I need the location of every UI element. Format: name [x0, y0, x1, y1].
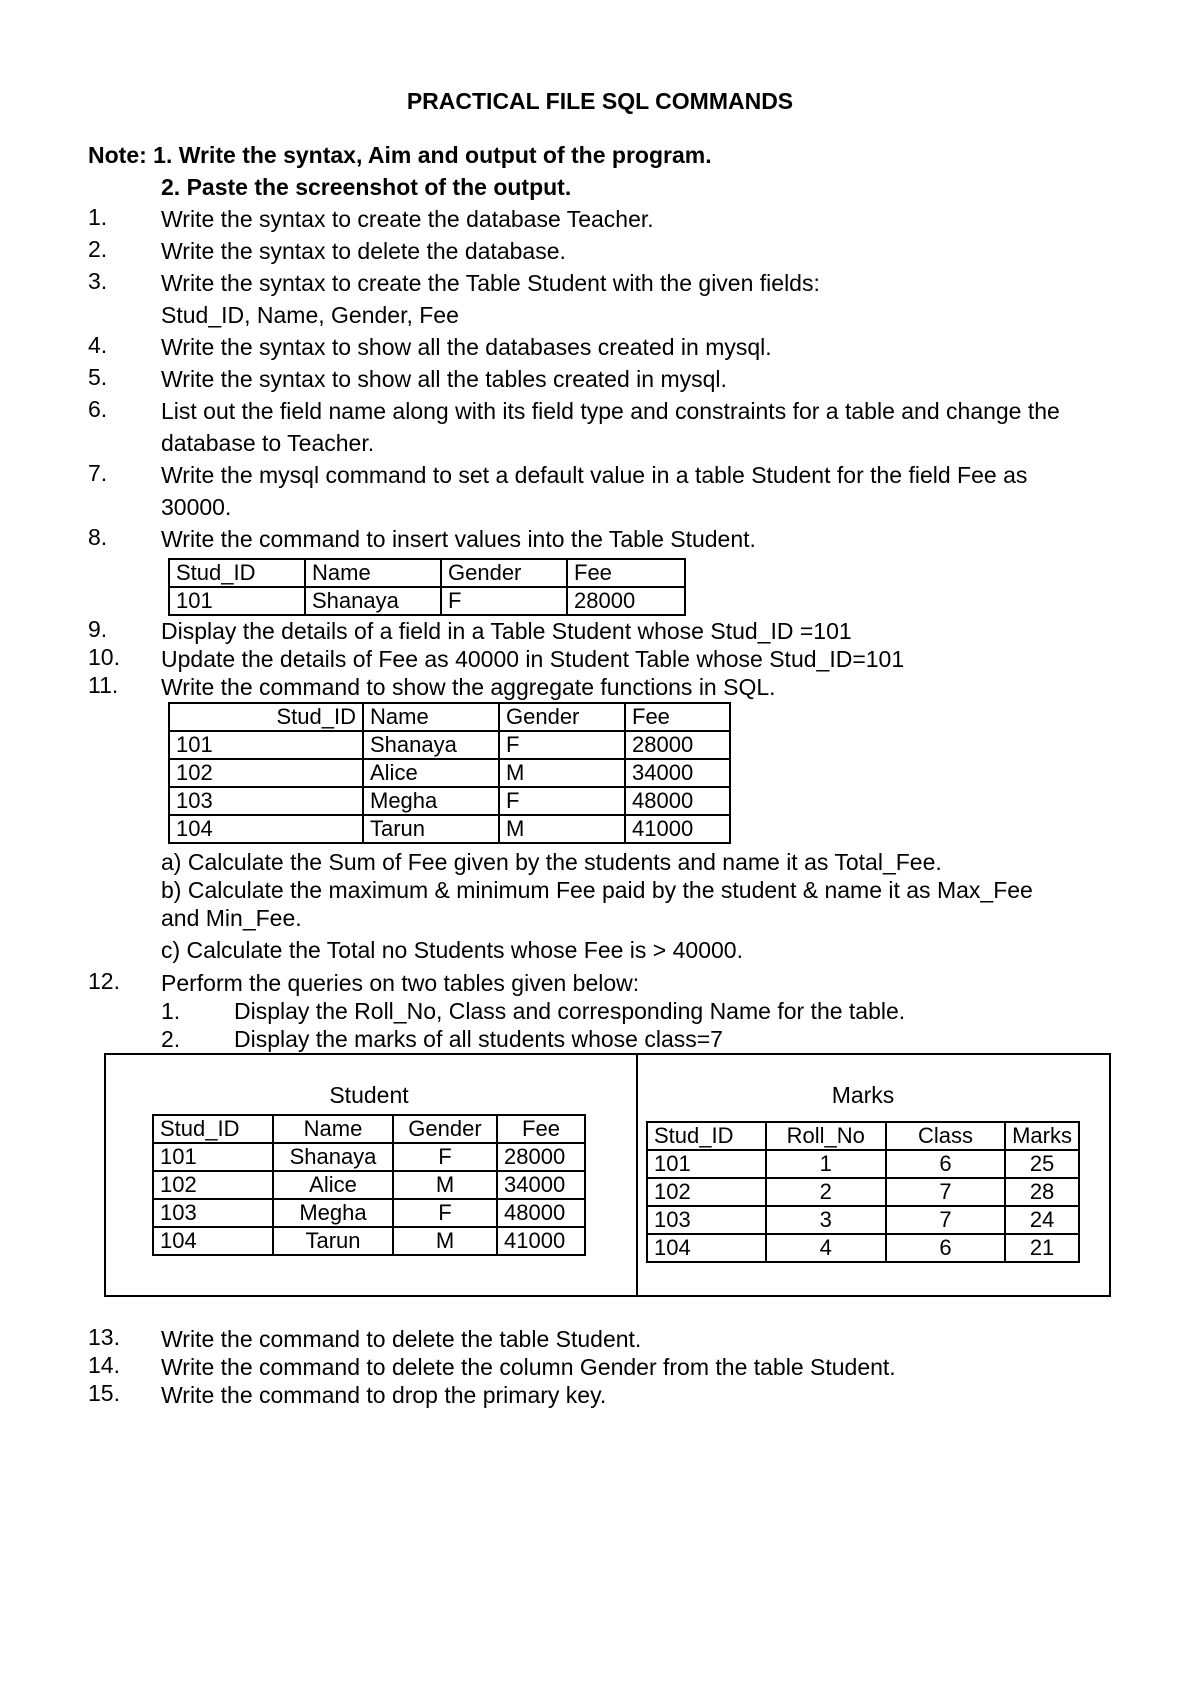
cell: 1: [766, 1150, 886, 1178]
item-number: 5.: [88, 364, 108, 390]
cell: 3: [766, 1206, 886, 1234]
cell: 48000: [625, 787, 730, 815]
item-number: 3.: [88, 268, 108, 294]
cell: 104: [153, 1227, 273, 1255]
item-number: 15.: [88, 1380, 120, 1406]
cell: Alice: [273, 1171, 393, 1199]
cell: 101: [153, 1143, 273, 1171]
header-cell: Stud_ID: [169, 703, 363, 731]
cell: 41000: [625, 815, 730, 843]
item-text: Write the command to delete the table Student.: [161, 1326, 642, 1352]
table-row: [647, 1178, 1079, 1206]
insert-values-table: [168, 558, 686, 616]
table-row: [169, 731, 730, 759]
cell: 2: [766, 1178, 886, 1206]
item-text: Update the details of Fee as 40000 in Student Table whose Stud_ID=101: [161, 646, 905, 672]
item-text: Write the syntax to create the database Teacher.: [161, 206, 654, 232]
table-header-row: [169, 703, 730, 731]
item-text: Write the syntax to show all the tables created in mysql.: [161, 366, 727, 392]
sub-item-text: Display the marks of all students whose class=7: [234, 1026, 723, 1052]
marks-table: [646, 1121, 1080, 1263]
cell: F: [441, 587, 567, 615]
cell: Tarun: [273, 1227, 393, 1255]
cell: 7: [886, 1206, 1005, 1234]
table-row: [153, 1171, 585, 1199]
item-text: Perform the queries on two tables given below:: [161, 970, 640, 996]
cell: 28000: [497, 1143, 585, 1171]
cell: 28000: [567, 587, 685, 615]
cell: Shanaya: [363, 731, 499, 759]
cell: 34000: [497, 1171, 585, 1199]
cell: 41000: [497, 1227, 585, 1255]
cell: M: [499, 759, 625, 787]
box-divider: [636, 1053, 638, 1297]
table-row: [647, 1234, 1079, 1262]
table-row: [647, 1206, 1079, 1234]
item-number: 13.: [88, 1324, 120, 1350]
cell: Megha: [363, 787, 499, 815]
header-cell: Stud_ID: [153, 1115, 273, 1143]
header-cell: Gender: [441, 559, 567, 587]
cell: 104: [169, 815, 363, 843]
table-row: [153, 1143, 585, 1171]
cell: 21: [1005, 1234, 1079, 1262]
cell: Shanaya: [273, 1143, 393, 1171]
table-header-row: [647, 1122, 1079, 1150]
sub-item-number: 2.: [161, 1026, 181, 1052]
cell: 28000: [625, 731, 730, 759]
item-number: 9.: [88, 616, 108, 642]
sub-item-text: Display the Roll_No, Class and corresponding Name for the table.: [234, 998, 906, 1024]
cell: 101: [169, 587, 305, 615]
header-cell: Fee: [497, 1115, 585, 1143]
cell: 102: [647, 1178, 766, 1206]
header-cell: Stud_ID: [169, 559, 305, 587]
sub-item-b: b) Calculate the maximum & minimum Fee paid by the student & name it as Max_Fee: [161, 877, 1033, 903]
item-number: 1.: [88, 204, 108, 230]
note-line-2: 2. Paste the screenshot of the output.: [161, 174, 572, 200]
cell: 4: [766, 1234, 886, 1262]
item-text: Write the syntax to delete the database.: [161, 238, 566, 264]
header-cell: Roll_No: [766, 1122, 886, 1150]
cell: 102: [169, 759, 363, 787]
table-row: [169, 759, 730, 787]
item-text: Write the command to insert values into the Table Student.: [161, 526, 756, 552]
cell: M: [393, 1171, 497, 1199]
sub-item-b-continuation: and Min_Fee.: [161, 905, 302, 931]
header-cell: Gender: [393, 1115, 497, 1143]
table-row: [169, 787, 730, 815]
item-number: 12.: [88, 968, 120, 994]
item-text: Write the mysql command to set a default value in a table Student for the field Fee as: [161, 462, 1028, 488]
item-number: 7.: [88, 460, 108, 486]
marks-table-caption: Marks: [831, 1082, 895, 1108]
item-text: 30000.: [161, 494, 232, 520]
item-text: Write the command to drop the primary key.: [161, 1382, 607, 1408]
sub-item-c: c) Calculate the Total no Students whose Fee is > 40000.: [161, 937, 743, 963]
item-number: 10.: [88, 644, 120, 670]
sub-item-a: a) Calculate the Sum of Fee given by the students and name it as Total_Fee.: [161, 849, 942, 875]
cell: 6: [886, 1234, 1005, 1262]
student-table: [152, 1114, 586, 1256]
header-cell: Name: [273, 1115, 393, 1143]
cell: F: [499, 731, 625, 759]
cell: Megha: [273, 1199, 393, 1227]
item-number: 6.: [88, 396, 108, 422]
student-table-caption: Student: [329, 1082, 409, 1108]
cell: M: [393, 1227, 497, 1255]
cell: 48000: [497, 1199, 585, 1227]
header-cell: Marks: [1005, 1122, 1079, 1150]
cell: F: [393, 1199, 497, 1227]
header-cell: Fee: [625, 703, 730, 731]
cell: 25: [1005, 1150, 1079, 1178]
cell: 103: [169, 787, 363, 815]
table-row: [169, 815, 730, 843]
cell: 28: [1005, 1178, 1079, 1206]
cell: 102: [153, 1171, 273, 1199]
cell: Shanaya: [305, 587, 441, 615]
cell: 6: [886, 1150, 1005, 1178]
header-cell: Gender: [499, 703, 625, 731]
header-cell: Fee: [567, 559, 685, 587]
cell: 103: [647, 1206, 766, 1234]
aggregate-student-table: [168, 702, 731, 844]
cell: M: [499, 815, 625, 843]
table-header-row: [169, 559, 685, 587]
cell: 7: [886, 1178, 1005, 1206]
cell: 101: [169, 731, 363, 759]
cell: 24: [1005, 1206, 1079, 1234]
page-title: PRACTICAL FILE SQL COMMANDS: [406, 88, 794, 114]
item-number: 2.: [88, 236, 108, 262]
item-text: Display the details of a field in a Table Student whose Stud_ID =101: [161, 618, 852, 644]
item-text: Write the command to show the aggregate functions in SQL.: [161, 674, 776, 700]
cell: F: [499, 787, 625, 815]
cell: Tarun: [363, 815, 499, 843]
cell: 103: [153, 1199, 273, 1227]
item-text: Stud_ID, Name, Gender, Fee: [161, 302, 459, 328]
sub-item-number: 1.: [161, 998, 181, 1024]
cell: F: [393, 1143, 497, 1171]
table-row: [153, 1199, 585, 1227]
item-text: Write the command to delete the column Gender from the table Student.: [161, 1354, 896, 1380]
item-text: List out the field name along with its field type and constraints for a table and change the: [161, 398, 1060, 424]
item-text: Write the syntax to show all the databases created in mysql.: [161, 334, 772, 360]
item-number: 4.: [88, 332, 108, 358]
cell: 104: [647, 1234, 766, 1262]
header-cell: Name: [363, 703, 499, 731]
item-number: 8.: [88, 524, 108, 550]
table-row: [647, 1150, 1079, 1178]
note-line-1: Note: 1. Write the syntax, Aim and output of the program.: [88, 142, 712, 168]
table-header-row: [153, 1115, 585, 1143]
item-text: Write the syntax to create the Table Student with the given fields:: [161, 270, 820, 296]
cell: 34000: [625, 759, 730, 787]
item-number: 14.: [88, 1352, 120, 1378]
table-row: [169, 587, 685, 615]
header-cell: Name: [305, 559, 441, 587]
item-number: 11.: [88, 672, 119, 698]
cell: 101: [647, 1150, 766, 1178]
header-cell: Class: [886, 1122, 1005, 1150]
header-cell: Stud_ID: [647, 1122, 766, 1150]
item-text: database to Teacher.: [161, 430, 375, 456]
table-row: [153, 1227, 585, 1255]
cell: Alice: [363, 759, 499, 787]
